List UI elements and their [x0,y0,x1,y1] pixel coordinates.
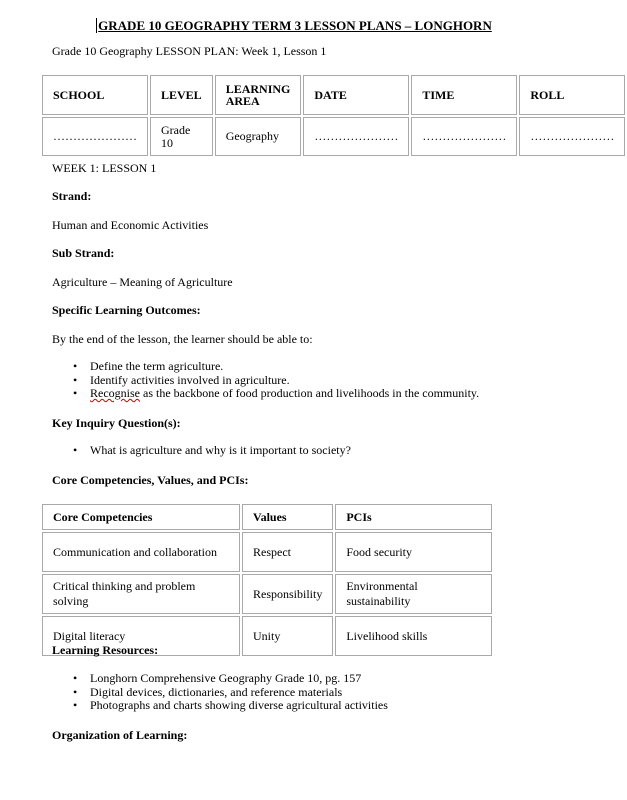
list-item: • Photographs and charts showing diverse agricultural activities [52,699,388,713]
table-cell: Unity [242,616,333,656]
sub-strand-heading: Sub Strand: [52,246,115,260]
list-item: • Longhorn Comprehensive Geography Grade 10, pg. 157 [52,672,388,686]
table-row [42,504,492,530]
key-inquiry-heading: Key Inquiry Question(s): [52,416,181,430]
table-cell: Critical thinking and problem solving [42,574,240,614]
table-cell: Digital literacy [42,616,240,656]
info-value-school: ………………… [42,117,148,156]
sub-strand-text: Agriculture – Meaning of Agriculture [52,275,233,289]
table-cell: Food security [335,532,492,572]
strand-heading: Strand: [52,189,92,203]
info-table [40,73,627,158]
learning-resources-heading: Learning Resources: [52,643,159,657]
list-item: • Identify activities involved in agriculture. [52,374,479,388]
info-header-level: LEVEL [150,75,213,115]
key-inquiry-list [52,444,351,458]
outcomes-heading: Specific Learning Outcomes: [52,303,201,317]
info-value-time: ………………… [411,117,517,156]
core-header-pcis: PCIs [335,504,492,530]
info-header-school: SCHOOL [42,75,148,115]
lesson-subtitle: Grade 10 Geography LESSON PLAN: Week 1, Lesson 1 [52,44,327,58]
info-value-date: ………………… [303,117,409,156]
list-item: • Recognise as the backbone of food production and livelihoods in the community. [52,387,479,401]
spellcheck-word: Recognise [90,386,140,400]
table-cell: Communication and collaboration [42,532,240,572]
table-cell: Responsibility [242,574,333,614]
list-item: • Digital devices, dictionaries, and reference materials [52,686,388,700]
table-cell: Respect [242,532,333,572]
core-header-competencies: Core Competencies [42,504,240,530]
info-value-roll: ………………… [519,117,625,156]
table-row [42,532,492,572]
info-value-learning-area: Geography [215,117,302,156]
outcomes-list [52,360,479,401]
strand-text: Human and Economic Activities [52,218,209,232]
info-header-date: DATE [303,75,409,115]
table-cell: Environmental sustainability [335,574,492,614]
table-row [42,574,492,614]
list-item: • Define the term agriculture. [52,360,479,374]
week-lesson-label: WEEK 1: LESSON 1 [52,161,157,175]
core-competencies-heading: Core Competencies, Values, and PCIs: [52,473,249,487]
page-title: GRADE 10 GEOGRAPHY TERM 3 LESSON PLANS – LONGHORN [98,18,492,33]
core-header-values: Values [242,504,333,530]
core-competencies-table [40,502,494,658]
outcomes-intro: By the end of the lesson, the learner should be able to: [52,332,313,346]
info-header-roll: ROLL [519,75,625,115]
info-value-level: Grade 10 [150,117,213,156]
info-table-value-row [42,117,625,156]
table-cell: Livelihood skills [335,616,492,656]
resources-list [52,672,388,713]
organization-heading: Organization of Learning: [52,728,188,742]
info-header-time: TIME [411,75,517,115]
info-table-header-row [42,75,625,115]
list-item: • What is agriculture and why is it important to society? [52,444,351,458]
info-header-learning-area: LEARNING AREA [215,75,302,115]
